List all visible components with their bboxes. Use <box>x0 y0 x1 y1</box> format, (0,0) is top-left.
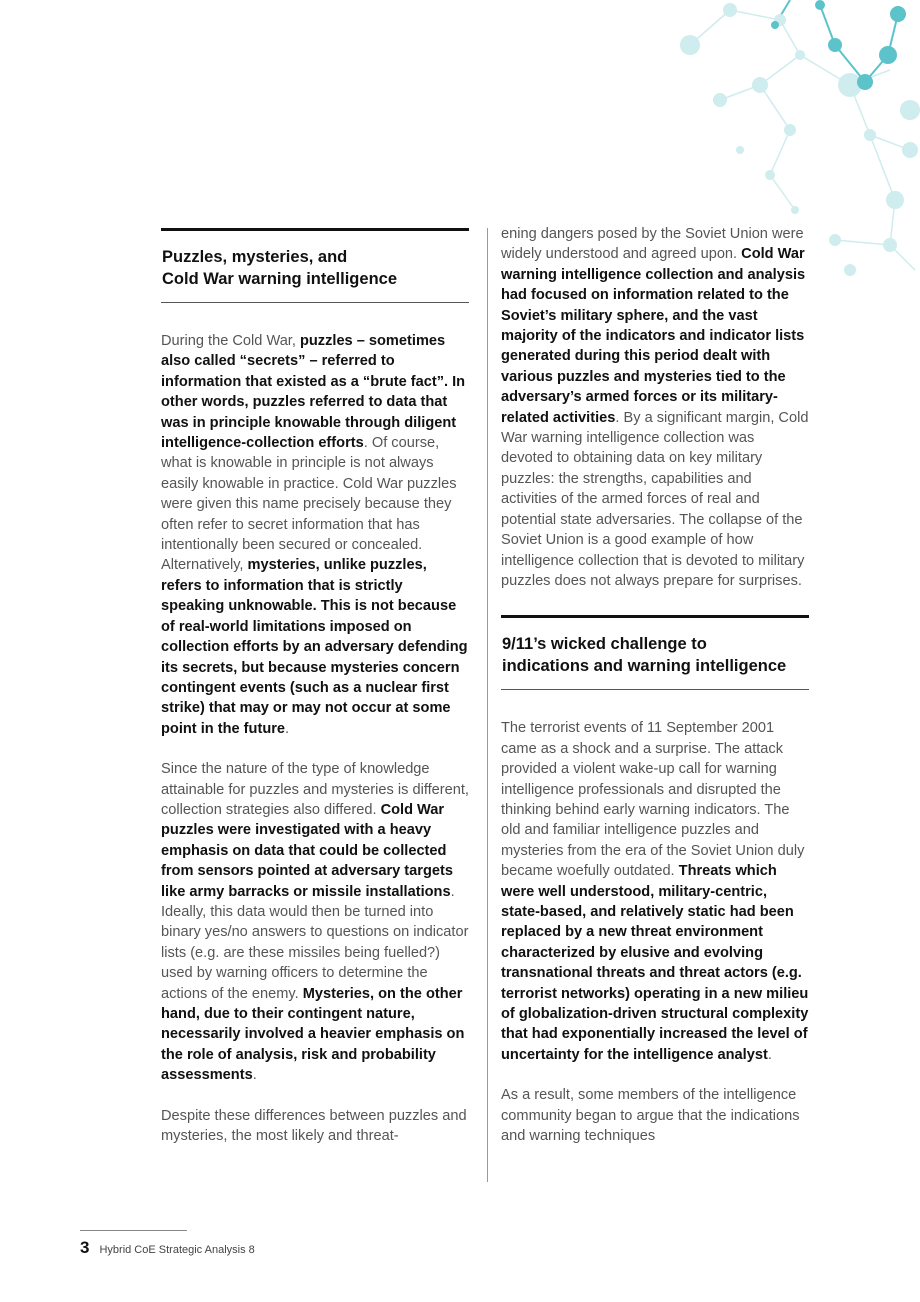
text-run: . Of course, what is knowable in principle is not always easily knowable in practice. Cold War puzzles were given this name precisely because they often refer to secret information that has intentionally been secured or concealed. Alternatively, <box>161 435 457 574</box>
bold-text-run: Cold War puzzles were investigated with a heavy emphasis on data that could be collected from sensors pointed at adversary targets like army barracks or missile installations <box>161 801 453 900</box>
section-heading <box>161 231 469 302</box>
text-run: Since the nature of the type of knowledge attainable for puzzles and mysteries is different, collection strategies also differed. <box>161 761 469 818</box>
paragraph <box>161 331 469 739</box>
page-footer <box>80 1238 255 1258</box>
text-run: As a result, some members of the intelligence community began to argue that the indications and warning techniques <box>501 1087 800 1145</box>
right-column <box>501 224 809 1166</box>
text-run: The terrorist events of 11 September 2001 came as a shock and a surprise. The attack provided a violent wake-up call for warning intelligence professionals and disrupted the thinking behind early warning indicators. The old and familiar intelligence puzzles and mysteries from the era of the Soviet Union duly became woefully outdated. <box>501 720 805 880</box>
section-rule <box>161 302 469 303</box>
bold-text-run: Mysteries, on the other hand, due to their contingent nature, necessarily involved a heavier emphasis on the role of analysis, risk and probability assessments <box>161 985 465 1084</box>
paragraph <box>501 224 809 591</box>
heading-line: 9/11’s wicked challenge to <box>502 635 707 654</box>
text-run: . Ideally, this data would then be turned into binary yes/no answers to questions on indicator lists (e.g. are these missiles being fuelled?) used by warning officers to determine the actions of the enemy. <box>161 883 469 1002</box>
section-rule <box>501 689 809 690</box>
bold-text-run: puzzles – sometimes also called “secrets” – referred to information that existed as a “brute fact”. In other words, puzzles referred to data that was in principle knowable through diligent intelligence-collection efforts <box>161 333 466 452</box>
text-run: . <box>252 1067 257 1084</box>
text-run: Despite these differences between puzzles and mysteries, the most likely and threat- <box>161 1107 467 1145</box>
paragraph <box>161 759 469 1086</box>
bold-text-run: mysteries, unlike puzzles, refers to information that is strictly speaking unknowable. This is not because of real-world limitations imposed on collection efforts by an adversary defending its secrets, but because mysteries concern contingent events (such as a nuclear first strike) that may or may not occur at some point in the future <box>161 557 468 737</box>
paragraph <box>501 718 809 1065</box>
section-heading <box>501 618 809 689</box>
text-run: . <box>767 1046 772 1063</box>
bold-text-run: Threats which were well understood, military-centric, state-based, and relatively static had been replaced by a new threat environment characterized by elusive and evolving transnational threats and threat actors (e.g. terrorist networks) operating in a new milieu of globalization-driven structural complexity that had exponentially increased the level of uncertainty for the intelligence analyst <box>501 863 809 1063</box>
text-run: ening dangers posed by the Soviet Union were widely understood and agreed upon. <box>501 226 804 263</box>
left-column <box>161 228 469 1166</box>
page-number: 3 <box>80 1238 90 1257</box>
paragraph <box>501 1085 809 1146</box>
publication-title: Hybrid CoE Strategic Analysis 8 <box>99 1244 255 1256</box>
text-run: . By a significant margin, Cold War warning intelligence collection was devoted to obtaining data on key military puzzles: the strengths, capabilities and activities of the armed forces of real and potential state adversaries. The collapse of the Soviet Union is a good example of how intelligence collection that is devoted to military puzzles does not always prepare for surprises. <box>501 409 809 589</box>
footer-rule <box>80 1230 187 1231</box>
heading-line: Cold War warning intelligence <box>162 270 397 288</box>
bold-text-run: Cold War warning intelligence collection and analysis had focused on information related to the Soviet’s military sphere, and the vast majority of the indicators and indicator lists generated during this period dealt with various puzzles and mysteries tied to the adversary’s armed forces or its military-related activities <box>501 246 806 426</box>
text-run: . <box>285 720 290 737</box>
heading-line: Puzzles, mysteries, and <box>162 248 348 266</box>
text-run: During the Cold War, <box>161 333 300 349</box>
heading-line: indications and warning intelligence <box>502 657 787 676</box>
paragraph <box>161 1106 469 1147</box>
column-divider <box>487 228 488 1182</box>
